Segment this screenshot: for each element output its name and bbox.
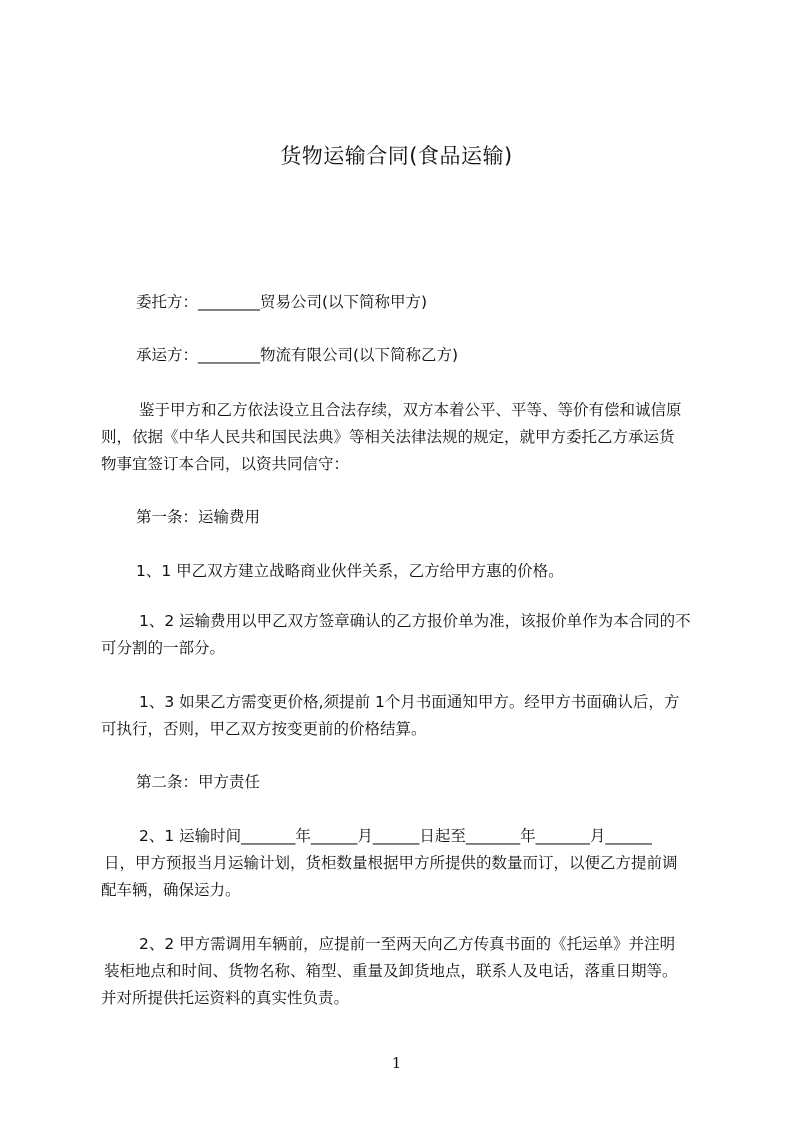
clause-1-2-line-2: 可分割的一部分。 — [101, 639, 226, 657]
clause-1-3-line-1: 1、3 如果乙方需变更价格,须提前 1个月书面通知甲方。经甲方书面确认后，方 — [139, 693, 680, 711]
document-title: 货物运输合同(食品运输) — [280, 144, 513, 168]
clause-1-1: 1、1 甲乙双方建立战略商业伙伴关系，乙方给甲方惠的价格。 — [136, 562, 564, 580]
clause-1-3-line-2: 可执行，否则，甲乙双方按变更前的价格结算。 — [101, 720, 427, 738]
clause-1-2-line-1: 1、2 运输费用以甲乙双方签章确认的乙方报价单为准，该报价单作为本合同的不 — [139, 612, 691, 630]
preamble-line-1: 鉴于甲方和乙方依法设立且合法存续，双方本着公平、平等、等价有偿和诚信原 — [139, 401, 682, 419]
clause-2-2-line-2: 装柜地点和时间、货物名称、箱型、重量及卸货地点，联系人及电话，落重日期等。 — [104, 962, 678, 980]
party-b-line: 承运方：________物流有限公司(以下简称乙方) — [136, 346, 459, 364]
party-a-line: 委托方：________贸易公司(以下简称甲方) — [136, 293, 428, 311]
article-2-heading: 第二条：甲方责任 — [136, 773, 261, 791]
clause-2-2-line-1: 2、2 甲方需调用车辆前，应提前一至两天向乙方传真书面的《托运单》并注明 — [139, 935, 676, 953]
preamble-line-2: 则，依据《中华人民共和国民法典》等相关法律法规的规定，就甲方委托乙方承运货 — [101, 428, 675, 446]
clause-2-1-line-2: 日，甲方预报当月运输计划，货柜数量根据甲方所提供的数量而订，以便乙方提前调 — [104, 854, 678, 872]
clause-2-1-line-1: 2、1 运输时间_______年______月______日起至_______年_______月______ — [139, 827, 652, 845]
clause-2-1-line-3: 配车辆，确保运力。 — [101, 881, 241, 899]
clause-2-2-line-3: 并对所提供托运资料的真实性负责。 — [101, 989, 350, 1007]
page-number: 1 — [391, 1054, 402, 1072]
article-1-heading: 第一条：运输费用 — [136, 508, 261, 526]
preamble-line-3: 物事宜签订本合同，以资共同信守： — [101, 455, 350, 473]
